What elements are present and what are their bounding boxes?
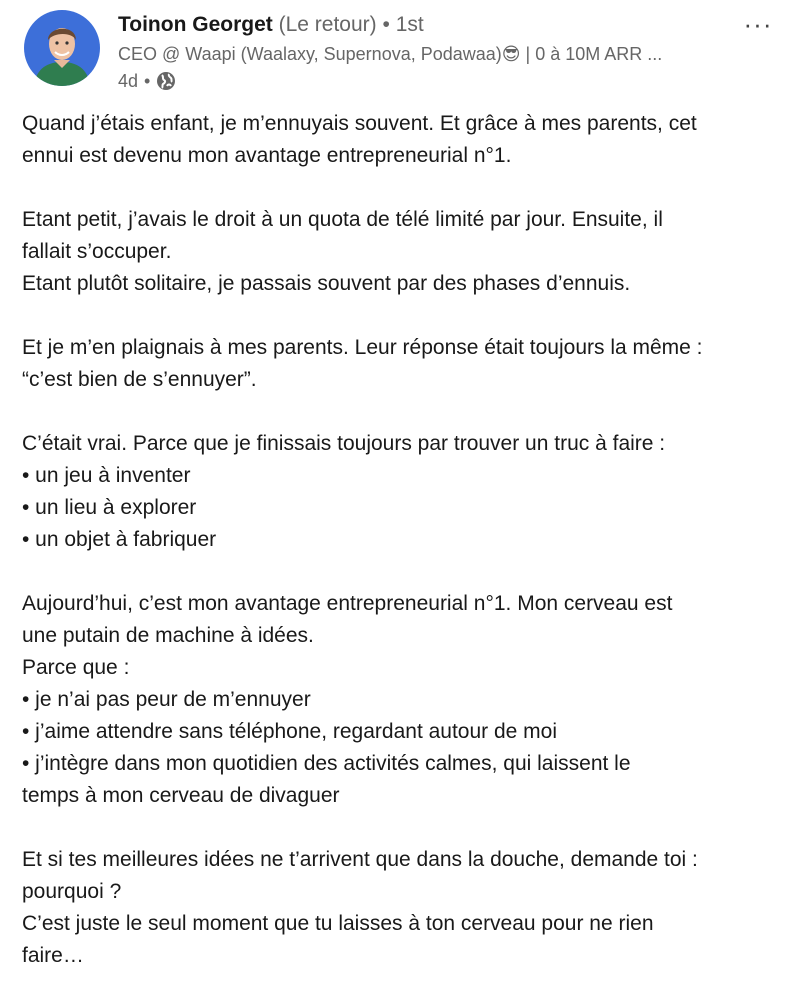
post-line: • j’intègre dans mon quotidien des activités calmes, qui laissent le [22, 752, 631, 775]
post-meta [118, 68, 738, 94]
post-line: faire… [22, 944, 84, 967]
post-header [118, 10, 738, 94]
post-paragraph [22, 844, 782, 972]
post-paragraph [22, 588, 782, 812]
post-paragraph [22, 204, 782, 300]
more-options-button[interactable]: ··· [743, 8, 773, 39]
post-line: Et je m’en plaignais à mes parents. Leur réponse était toujours la même : [22, 336, 703, 359]
connection-degree: 1st [395, 13, 424, 36]
meta-separator-dot: • [144, 71, 151, 91]
post-line: ennui est devenu mon avantage entrepreneurial n°1. [22, 144, 512, 167]
post-line: C’était vrai. Parce que je finissais toujours par trouver un truc à faire : [22, 432, 666, 455]
post-line: pourquoi ? [22, 880, 122, 903]
post-line: C’est juste le seul moment que tu laisses à ton cerveau pour ne rien [22, 912, 654, 935]
post-line: Parce que : [22, 656, 130, 679]
post-line: Quand j’étais enfant, je m’ennuyais souvent. Et grâce à mes parents, cet [22, 112, 697, 135]
post-line: • un objet à fabriquer [22, 528, 217, 551]
post-line: “c’est bien de s’ennuyer”. [22, 368, 257, 391]
post-line: Etant petit, j’avais le droit à un quota de télé limité par jour. Ensuite, il [22, 208, 663, 231]
post-paragraph [22, 108, 782, 172]
post-line: • un lieu à explorer [22, 496, 197, 519]
post-line: fallait s’occuper. [22, 240, 172, 263]
author-avatar[interactable] [24, 10, 100, 86]
post-line: Et si tes meilleures idées ne t’arrivent que dans la douche, demande toi : [22, 848, 698, 871]
globe-icon [156, 71, 176, 91]
separator-dot: • [382, 13, 390, 36]
author-name[interactable]: Toinon Georget [118, 13, 273, 36]
post-line: une putain de machine à idées. [22, 624, 314, 647]
author-headline: CEO @ Waapi (Waalaxy, Supernova, Podawaa)😎 | 0 à 10M ARR ... [118, 44, 663, 64]
post-line: Aujourd’hui, c’est mon avantage entrepreneurial n°1. Mon cerveau est [22, 592, 673, 615]
post-time[interactable]: 4d [118, 71, 139, 91]
avatar-image [24, 10, 100, 86]
name-line [118, 10, 738, 40]
post-line: temps à mon cerveau de divaguer [22, 784, 340, 807]
post-line: • je n’ai pas peur de m’ennuyer [22, 688, 311, 711]
post-line: Etant plutôt solitaire, je passais souvent par des phases d’ennuis. [22, 272, 631, 295]
post-text [22, 108, 782, 1004]
post-line: • un jeu à inventer [22, 464, 191, 487]
post-paragraph [22, 332, 782, 396]
author-pronoun: (Le retour) [278, 13, 377, 36]
post-line: • j’aime attendre sans téléphone, regardant autour de moi [22, 720, 558, 743]
post-paragraph [22, 428, 782, 556]
